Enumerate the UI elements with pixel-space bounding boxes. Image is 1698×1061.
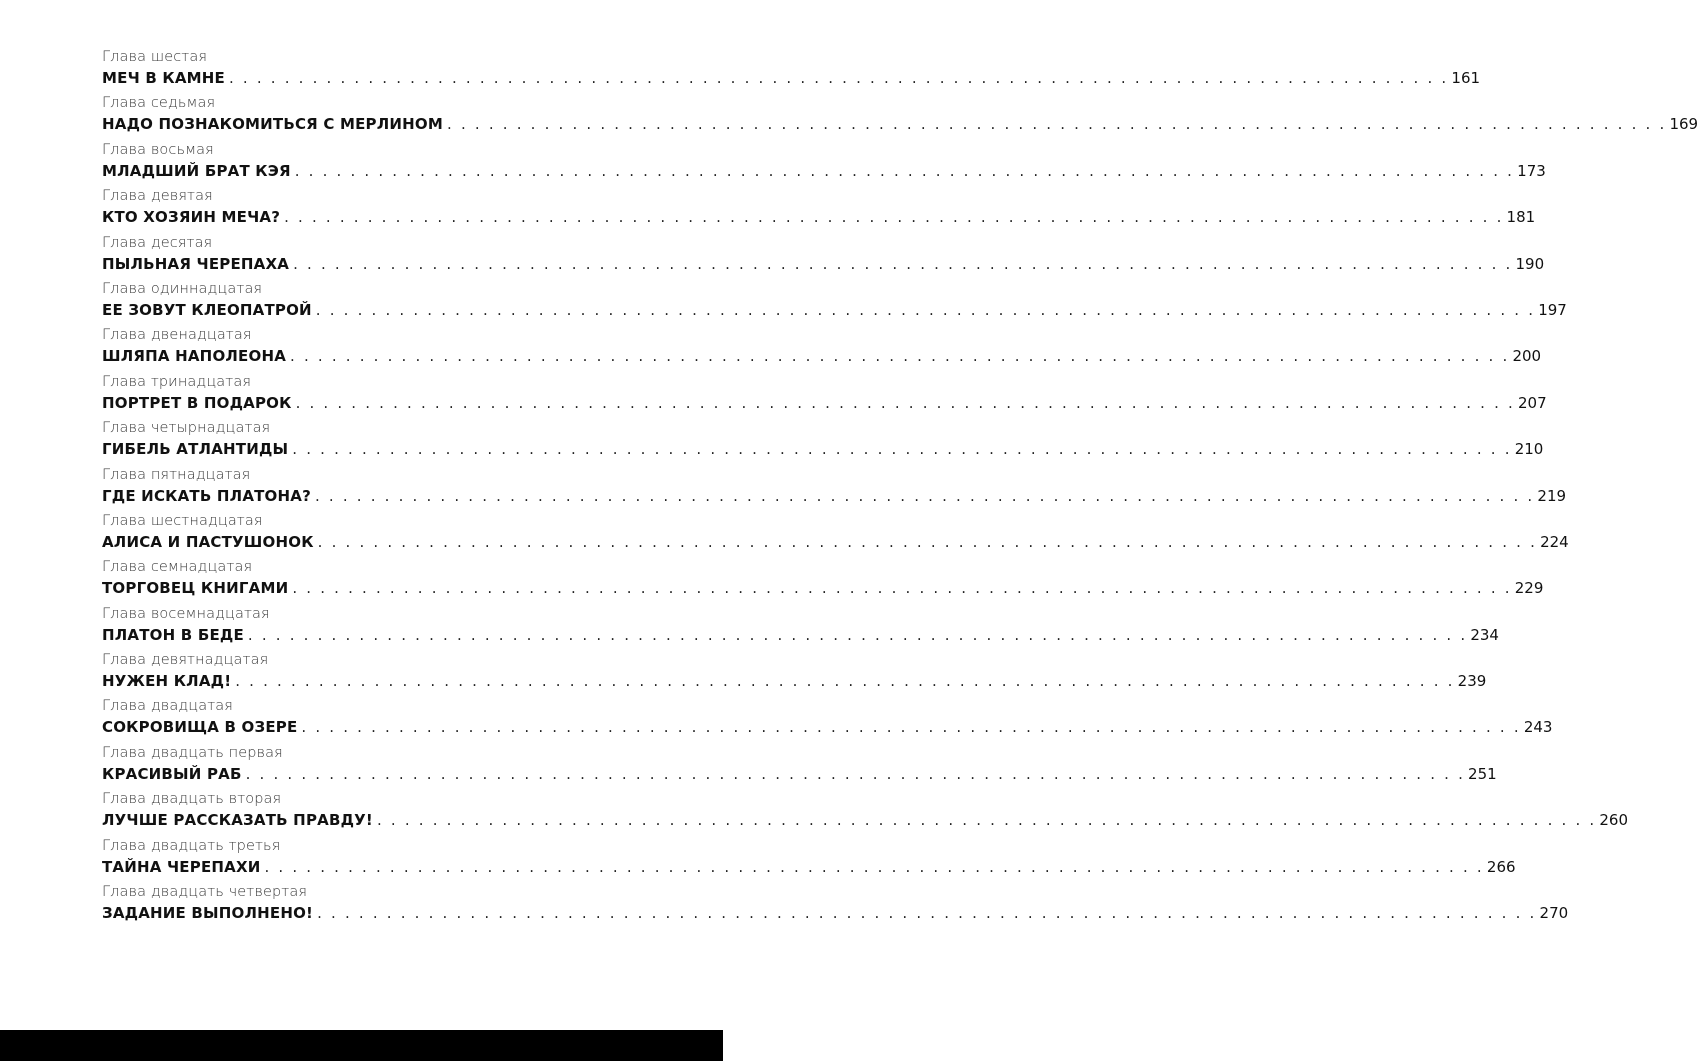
toc-entry [102,47,1481,93]
chapter-title: ШЛЯПА НАПОЛЕОНА [102,347,287,366]
chapter-label: Глава седьмая [102,95,216,112]
toc-entry [102,325,1542,371]
chapter-title: ПОРТРЕТ В ПОДАРОК [102,393,292,412]
chapter-title-line [102,486,1567,507]
toc-entry [102,882,1569,928]
chapter-title: СОКРОВИЩА В ОЗЕРЕ [102,718,298,737]
chapter-title-line [102,811,1629,831]
chapter-label: Глава двадцать третья [102,837,281,854]
page-number: 234 [1470,625,1499,644]
page-number: 169 [1669,115,1698,134]
dot-leader: . . . . . . . . . . . . . . . . . . . . . . . . . . . . . . . . . . . . . . . . . . . . . . . . . . . . . . . . . . . . . . . . . . . . . . . . . . . . . . . . . . . . . . . . [290,347,1510,366]
page-number: 200 [1512,347,1542,366]
toc-entry [102,93,1698,139]
chapter-label: Глава восьмая [102,141,214,158]
chapter-title: НУЖЕН КЛАД! [102,672,232,691]
dot-leader: . . . . . . . . . . . . . . . . . . . . . . . . . . . . . . . . . . . . . . . . . . . . . . . . . . . . . . . . . . . . . . . . . . . . . . . . . . . . . . . . . . . . . . . . [447,115,1667,134]
dot-leader: . . . . . . . . . . . . . . . . . . . . . . . . . . . . . . . . . . . . . . . . . . . . . . . . . . . . . . . . . . . . . . . . . . . . . . . . . . . . . . . . . . . . . . . . [264,857,1484,876]
dot-leader: . . . . . . . . . . . . . . . . . . . . . . . . . . . . . . . . . . . . . . . . . . . . . . . . . . . . . . . . . . . . . . . . . . . . . . . . . . . . . . . . . . . . . . . . [317,532,1538,551]
page-number: 173 [1517,161,1546,180]
chapter-title: ПЫЛЬНАЯ ЧЕРЕПАХА [102,254,290,273]
chapter-title: АЛИСА И ПАСТУШОНОК [102,532,314,551]
chapter-label: Глава восемнадцатая [102,605,270,622]
toc-entry [102,557,1544,603]
page-number: 161 [1451,69,1481,87]
page-number: 239 [1457,672,1487,691]
toc-entry [102,836,1516,882]
chapter-title-line [102,579,1544,599]
toc-entry [102,696,1553,742]
page-number: 181 [1506,208,1536,227]
chapter-label: Глава семнадцатая [102,559,253,576]
toc-entry [102,372,1547,418]
chapter-title-line [102,115,1698,135]
chapter-label: Глава двенадцатая [102,327,252,344]
page-number: 251 [1468,764,1497,783]
chapter-label: Глава пятнадцатая [102,466,251,483]
chapter-title-line [102,161,1546,182]
page-number: 190 [1515,254,1545,273]
chapter-title-line [102,393,1547,414]
toc-entry [102,418,1544,464]
chapter-title: ЗАДАНИЕ ВЫПОЛНЕНО! [102,904,314,923]
chapter-label: Глава четырнадцатая [102,420,271,437]
toc-entry [102,233,1545,279]
chapter-label: Глава двадцатая [102,698,233,715]
chapter-label: Глава шестнадцатая [102,512,263,529]
chapter-label: Глава двадцать первая [102,744,283,761]
chapter-title: ТАЙНА ЧЕРЕПАХИ [102,857,261,876]
dot-leader: . . . . . . . . . . . . . . . . . . . . . . . . . . . . . . . . . . . . . . . . . . . . . . . . . . . . . . . . . . . . . . . . . . . . . . . . . . . . . . . . . . . . . . . . [292,579,1512,598]
chapter-title-line [102,857,1516,878]
chapter-title-line [102,718,1553,738]
toc-entry [102,140,1546,186]
dot-leader: . . . . . . . . . . . . . . . . . . . . . . . . . . . . . . . . . . . . . . . . . . . . . . . . . . . . . . . . . . . . . . . . . . . . . . . . . . . . . . . . . . . . . . . . [235,672,1455,691]
toc-entry [102,279,1567,325]
page-number: 210 [1514,440,1544,459]
page-number: 207 [1517,393,1547,412]
chapter-title: КТО ХОЗЯИН МЕЧА? [102,208,281,227]
page-number: 260 [1599,811,1629,830]
dot-leader: . . . . . . . . . . . . . . . . . . . . . . . . . . . . . . . . . . . . . . . . . . . . . . . . . . . . . . . . . . . . . . . . . . . . . . . . . . . . . . . . . . . . . . . . [294,161,1515,180]
dot-leader: . . . . . . . . . . . . . . . . . . . . . . . . . . . . . . . . . . . . . . . . . . . . . . . . . . . . . . . . . . . . . . . . . . . . . . . . . . . . . . . . . . . . . . . . [376,811,1597,830]
chapter-label: Глава тринадцатая [102,373,252,390]
chapter-title: ТОРГОВЕЦ КНИГАМИ [102,579,289,598]
chapter-label: Глава двадцать четвертая [102,884,308,901]
chapter-title: КРАСИВЫЙ РАБ [102,764,242,783]
toc-entry [102,789,1629,835]
chapter-title-line [102,625,1499,646]
chapter-title: МЕЧ В КАМНЕ [102,69,225,87]
chapter-title-line [102,347,1542,367]
dot-leader: . . . . . . . . . . . . . . . . . . . . . . . . . . . . . . . . . . . . . . . . . . . . . . . . . . . . . . . . . . . . . . . . . . . . . . . . . . . . . . . . . . . . . . . . [314,486,1535,505]
chapter-title: ПЛАТОН В БЕДЕ [102,625,244,644]
page-number: 219 [1537,486,1567,505]
dot-leader: . . . . . . . . . . . . . . . . . . . . . . . . . . . . . . . . . . . . . . . . . . . . . . . . . . . . . . . . . . . . . . . . . . . . . . . . . . . . . . . . . . . . . . . . [301,718,1521,737]
chapter-title-line [102,764,1497,785]
chapter-title: НАДО ПОЗНАКОМИТЬСЯ С МЕРЛИНОМ [102,115,444,134]
chapter-title-line [102,440,1544,460]
chapter-label: Глава десятая [102,234,213,251]
chapter-title: МЛАДШИЙ БРАТ КЭЯ [102,161,291,180]
chapter-title-line [102,300,1567,321]
toc-entry [102,743,1497,789]
bottom-bar [0,1030,723,1061]
dot-leader: . . . . . . . . . . . . . . . . . . . . . . . . . . . . . . . . . . . . . . . . . . . . . . . . . . . . . . . . . . . . . . . . . . . . . . . . . . . . . . . . . . . . . . . . [245,764,1466,783]
page-number: 270 [1539,904,1569,923]
chapter-title: ГИБЕЛЬ АТЛАНТИДЫ [102,440,289,459]
dot-leader: . . . . . . . . . . . . . . . . . . . . . . . . . . . . . . . . . . . . . . . . . . . . . . . . . . . . . . . . . . . . . . . . . . . . . . . . . . . . . . . . . . . . . . . . [247,625,1468,644]
dot-leader: . . . . . . . . . . . . . . . . . . . . . . . . . . . . . . . . . . . . . . . . . . . . . . . . . . . . . . . . . . . . . . . . . . . . . . . . . . . . . . . . . . . . . . . . [292,440,1512,459]
dot-leader: . . . . . . . . . . . . . . . . . . . . . . . . . . . . . . . . . . . . . . . . . . . . . . . . . . . . . . . . . . . . . . . . . . . . . . . . . . . . . . . . . . . . . . . . [228,69,1449,87]
toc-entry [102,650,1487,696]
chapter-title-line [102,672,1487,692]
chapter-title: ЛУЧШЕ РАССКАЗАТЬ ПРАВДУ! [102,811,373,830]
dot-leader: . . . . . . . . . . . . . . . . . . . . . . . . . . . . . . . . . . . . . . . . . . . . . . . . . . . . . . . . . . . . . . . . . . . . . . . . . . . . . . . . . . . . . . . . [315,300,1536,319]
chapter-title-line [102,532,1569,553]
chapter-title: ГДЕ ИСКАТЬ ПЛАТОНА? [102,486,311,505]
page-number: 197 [1538,300,1567,319]
chapter-label: Глава шестая [102,49,208,65]
chapter-title-line [102,69,1481,89]
chapter-label: Глава одиннадцатая [102,280,263,297]
page-number: 243 [1523,718,1553,737]
chapter-title-line [102,208,1536,228]
page-number: 266 [1486,857,1516,876]
toc-entry [102,465,1567,511]
toc-entry [102,186,1536,232]
table-of-contents [102,47,1698,928]
chapter-label: Глава девятая [102,188,213,205]
dot-leader: . . . . . . . . . . . . . . . . . . . . . . . . . . . . . . . . . . . . . . . . . . . . . . . . . . . . . . . . . . . . . . . . . . . . . . . . . . . . . . . . . . . . . . . . [317,904,1537,923]
page-number: 224 [1540,532,1569,551]
chapter-label: Глава девятнадцатая [102,652,269,669]
chapter-label: Глава двадцать вторая [102,791,282,808]
dot-leader: . . . . . . . . . . . . . . . . . . . . . . . . . . . . . . . . . . . . . . . . . . . . . . . . . . . . . . . . . . . . . . . . . . . . . . . . . . . . . . . . . . . . . . . . [293,254,1513,273]
dot-leader: . . . . . . . . . . . . . . . . . . . . . . . . . . . . . . . . . . . . . . . . . . . . . . . . . . . . . . . . . . . . . . . . . . . . . . . . . . . . . . . . . . . . . . . . [284,208,1504,227]
dot-leader: . . . . . . . . . . . . . . . . . . . . . . . . . . . . . . . . . . . . . . . . . . . . . . . . . . . . . . . . . . . . . . . . . . . . . . . . . . . . . . . . . . . . . . . . [295,393,1515,412]
chapter-title-line [102,254,1545,275]
toc-entry [102,511,1569,557]
toc-entry [102,604,1499,650]
chapter-title: ЕЕ ЗОВУТ КЛЕОПАТРОЙ [102,300,312,319]
chapter-title-line [102,904,1569,924]
page-number: 229 [1514,579,1544,598]
